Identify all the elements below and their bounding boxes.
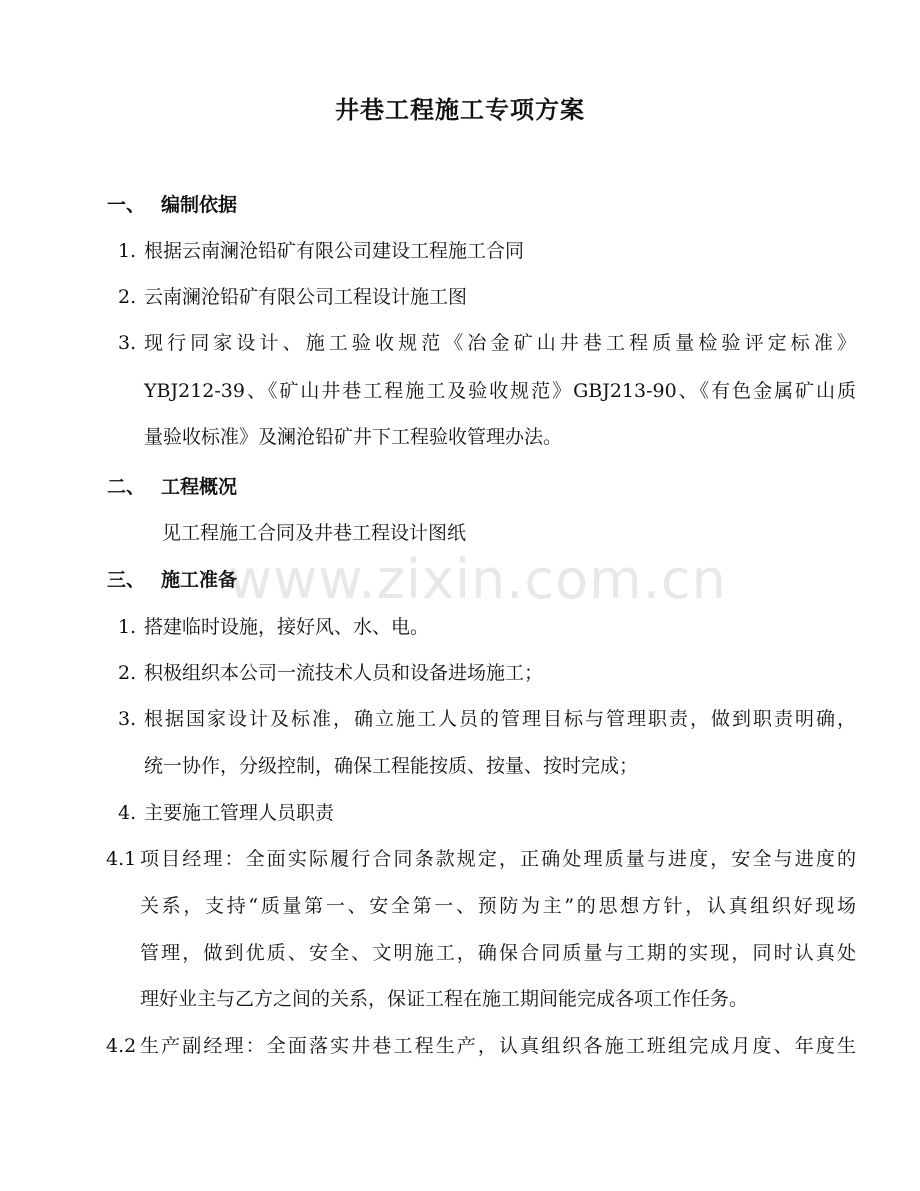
list-number: 3. [118,332,137,354]
subsection-text-line: 生产副经理：全面落实井巷工程生产，认真组织各施工班组完成月度、年度生 [140,1035,856,1057]
list-number: 2. [118,286,137,308]
section-title: 编制依据 [161,194,238,216]
list-text-line: 统一协作，分级控制，确保工程能按质、按量、按时完成； [144,755,639,777]
section-title: 施工准备 [161,569,238,591]
watermark: www.zixin.com.cn [228,548,727,611]
list-number: 4. [118,802,137,824]
document-title: 井巷工程施工专项方案 [335,95,585,124]
section-text: 见工程施工合同及井巷工程设计图纸 [162,522,467,544]
list-number: 2. [118,662,137,684]
list-item [118,660,543,686]
list-number: 3. [118,708,137,730]
section-heading-2 [107,474,237,500]
list-item [118,800,334,826]
list-number: 1. [118,240,137,262]
list-item [118,238,524,264]
subsection-text-line: 项目经理：全面实际履行合同条款规定，正确处理质量与进度，安全与进度的 [140,848,856,870]
list-item [118,284,467,310]
section-heading-1 [107,192,237,218]
list-text-line: YBJ212-39、《矿山井巷工程施工及验收规范》GBJ213-90、《有色金属矿山质 [144,380,856,402]
subsection-text-line: 理好业主与乙方之间的关系，保证工程在施工期间能完成各项工作任务。 [140,988,749,1010]
section-title: 工程概况 [161,476,238,498]
list-item-number [118,330,136,356]
subsection-number: 4.2 [106,1035,137,1057]
section-number: 一、 [107,194,146,216]
subsection-text-line: 管理，做到优质、安全、文明施工，确保合同质量与工期的实现，同时认真处 [140,942,856,964]
list-text-line: 根据国家设计及标准，确立施工人员的管理目标与管理职责，做到职责明确， [144,708,856,730]
list-text-line: 量验收标准》及澜沧铅矿井下工程验收管理办法。 [144,426,563,448]
list-text: 积极组织本公司一流技术人员和设备进场施工； [144,662,544,684]
section-heading-3 [107,567,237,593]
list-text-line: 现行同家设计、施工验收规范《冶金矿山井巷工程质量检验评定标准》 [144,332,856,354]
list-text: 主要施工管理人员职责 [144,802,335,824]
list-item [118,614,429,640]
subsection-text-line: 关系，支持“质量第一、安全第一、预防为主”的思想方针，认真组织好现场 [140,895,856,917]
list-item-number [118,706,136,732]
section-number: 三、 [107,569,146,591]
section-number: 二、 [107,476,146,498]
subsection-number: 4.1 [106,848,137,870]
list-text: 搭建临时设施，接好风、水、电。 [144,616,430,638]
list-number: 1. [118,616,137,638]
list-text: 云南澜沧铅矿有限公司工程设计施工图 [144,286,468,308]
list-text: 根据云南澜沧铅矿有限公司建设工程施工合同 [144,240,525,262]
